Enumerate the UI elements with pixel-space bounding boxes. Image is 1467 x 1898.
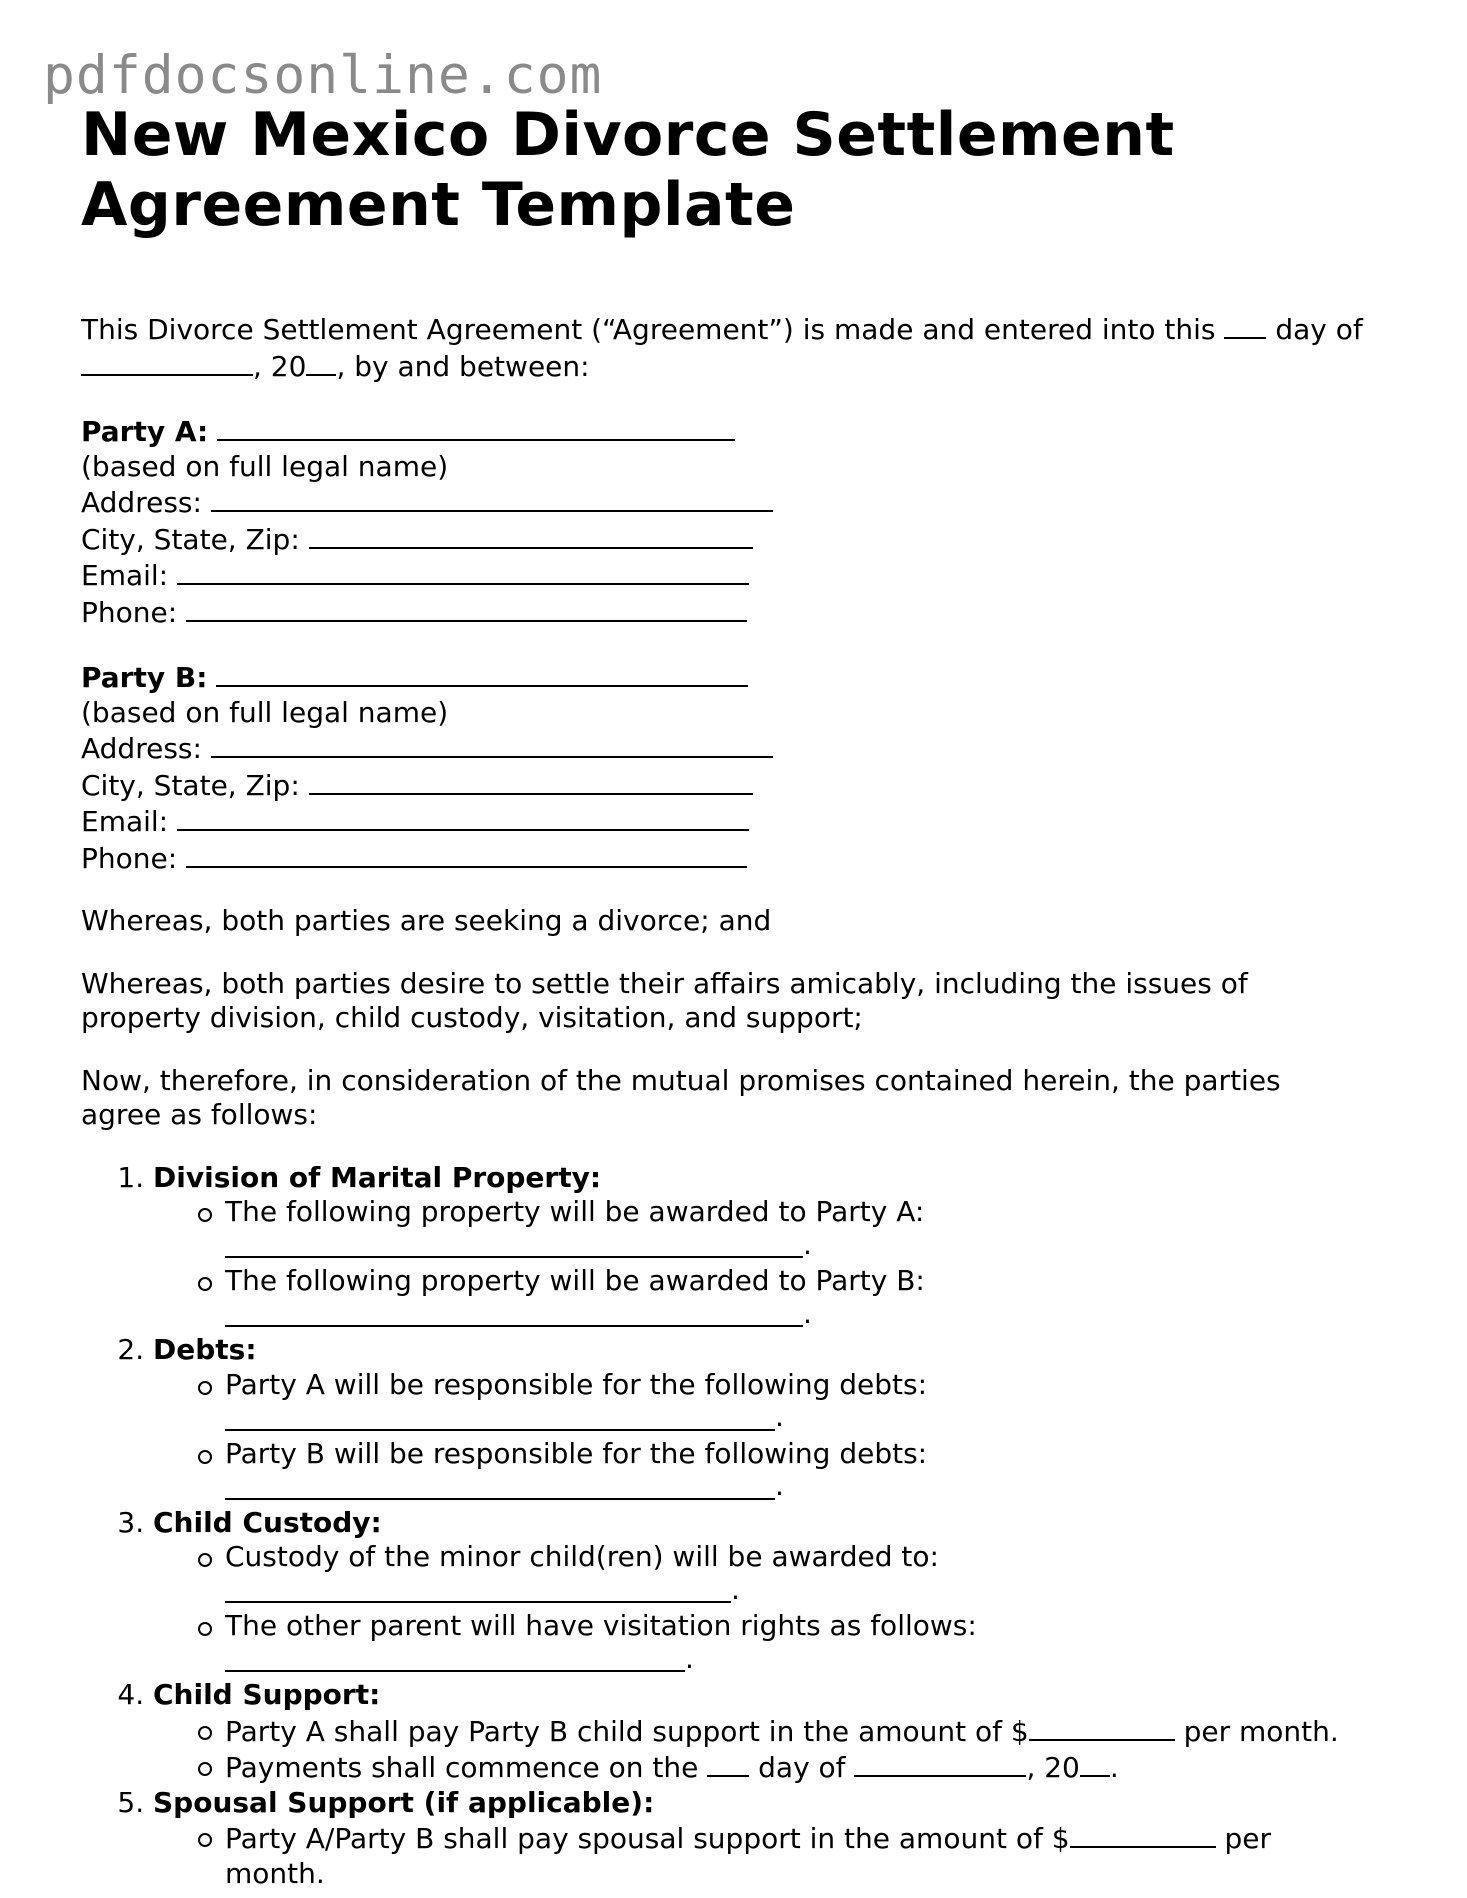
now-therefore: Now, therefore, in consideration of the mutual promises contained herein, the parties agree as follows: — [81, 1063, 1281, 1131]
party-a-name-blank[interactable] — [217, 413, 735, 441]
party-b-email-label: Email: — [81, 805, 169, 838]
item-text: . — [1109, 1751, 1119, 1784]
intro-paragraph — [81, 311, 1401, 384]
period: . — [775, 1469, 784, 1502]
item-text: The following property will be awarded to Party B: — [225, 1264, 925, 1297]
list-item — [225, 1820, 1305, 1891]
year-blank[interactable] — [306, 348, 336, 376]
party-a-note: (based on full legal name) — [81, 449, 449, 483]
item-text: per month. — [225, 1822, 1271, 1890]
fill-line[interactable] — [225, 1402, 1401, 1437]
party-a-phone-label: Phone: — [81, 595, 178, 629]
section-debts — [153, 1333, 1401, 1506]
intro-text-d: , by and between: — [336, 349, 590, 383]
item-text: per month. — [1183, 1714, 1339, 1748]
party-b-email-blank[interactable] — [177, 803, 749, 831]
list-item — [225, 1437, 1401, 1506]
party-a-label: Party A: — [81, 415, 209, 448]
party-b-address-label: Address: — [81, 732, 202, 765]
party-b-block — [81, 659, 1401, 876]
party-b-city-label: City, State, Zip: — [81, 768, 300, 802]
fill-line[interactable] — [225, 1572, 1401, 1610]
section-title: Debts: — [153, 1333, 257, 1366]
section-spousal-support — [153, 1786, 1401, 1892]
item-text: Party A shall pay Party B child support in the amount of $ — [225, 1714, 1029, 1748]
intro-text-b: day of — [1275, 313, 1363, 346]
item-text: day of — [758, 1751, 846, 1784]
party-b-phone-label: Phone: — [81, 841, 178, 875]
intro-text-c: , 20 — [253, 349, 307, 383]
section-title: Child Custody: — [153, 1505, 382, 1539]
item-text: Party B will be responsible for the following debts: — [225, 1436, 928, 1470]
list-item — [225, 1195, 1401, 1264]
child-support-amount-blank[interactable] — [1029, 1713, 1175, 1741]
agreement-sections — [81, 1161, 1401, 1892]
fill-line[interactable] — [225, 1227, 1401, 1265]
party-b-address-blank[interactable] — [211, 730, 773, 758]
period: . — [803, 1227, 812, 1261]
watermark: pdfdocsonline.com — [43, 45, 603, 106]
fill-line[interactable] — [225, 1641, 1401, 1679]
day-blank[interactable] — [1224, 311, 1266, 339]
list-item — [225, 1713, 1401, 1750]
party-b-name-blank[interactable] — [216, 659, 748, 687]
party-a-city-blank[interactable] — [309, 521, 753, 549]
party-b-phone-blank[interactable] — [186, 840, 747, 868]
item-text: Party A will be responsible for the following debts: — [225, 1367, 928, 1401]
whereas-2: Whereas, both parties desire to settle their affairs amicably, including the issues of property division, child custody, visitation, and support; — [81, 966, 1248, 1034]
party-b-city-blank[interactable] — [309, 767, 753, 795]
document-title: New Mexico Divorce Settlement Agreement Template — [81, 100, 1175, 240]
period: . — [775, 1400, 784, 1433]
whereas-1: Whereas, both parties are seeking a divorce; and — [81, 904, 772, 937]
section-property — [153, 1161, 1401, 1334]
list-item — [225, 1368, 1401, 1437]
period: . — [731, 1572, 740, 1606]
party-a-address-label: Address: — [81, 486, 202, 519]
item-text: The following property will be awarded to Party A: — [225, 1195, 925, 1228]
section-title: Child Support: — [153, 1678, 381, 1711]
party-a-block — [81, 413, 1401, 630]
party-a-city-label: City, State, Zip: — [81, 522, 300, 556]
commence-month-blank[interactable] — [854, 1749, 1026, 1777]
period: . — [685, 1641, 694, 1675]
party-b-note: (based on full legal name) — [81, 695, 449, 729]
item-text: Payments shall commence on the — [225, 1751, 699, 1784]
party-b-label: Party B: — [81, 661, 208, 694]
item-text: , 20 — [1026, 1751, 1080, 1784]
commence-year-blank[interactable] — [1080, 1749, 1110, 1777]
item-text: Party A/Party B shall pay spousal support in the amount of $ — [225, 1822, 1070, 1855]
fill-line[interactable] — [225, 1471, 1401, 1506]
party-a-email-label: Email: — [81, 559, 169, 592]
item-text: Custody of the minor child(ren) will be awarded to: — [225, 1540, 939, 1573]
section-title: Spousal Support (if applicable): — [153, 1785, 655, 1819]
commence-day-blank[interactable] — [707, 1749, 749, 1777]
list-item — [225, 1749, 1401, 1786]
document-page — [81, 100, 1401, 1891]
item-text: The other parent will have visitation rights as follows: — [225, 1609, 977, 1642]
party-a-phone-blank[interactable] — [186, 594, 747, 622]
list-item — [225, 1540, 1401, 1609]
list-item — [225, 1609, 1401, 1678]
period: . — [803, 1296, 812, 1330]
fill-line[interactable] — [225, 1296, 1401, 1334]
party-a-email-blank[interactable] — [177, 557, 749, 585]
intro-text-a: This Divorce Settlement Agreement (“Agreement”) is made and entered into this — [81, 313, 1216, 346]
section-custody — [153, 1506, 1401, 1679]
list-item — [225, 1264, 1401, 1333]
section-child-support — [153, 1678, 1401, 1786]
spousal-support-amount-blank[interactable] — [1070, 1820, 1216, 1848]
section-title: Division of Marital Property: — [153, 1160, 602, 1194]
party-a-address-blank[interactable] — [211, 484, 773, 512]
month-blank[interactable] — [81, 348, 253, 376]
